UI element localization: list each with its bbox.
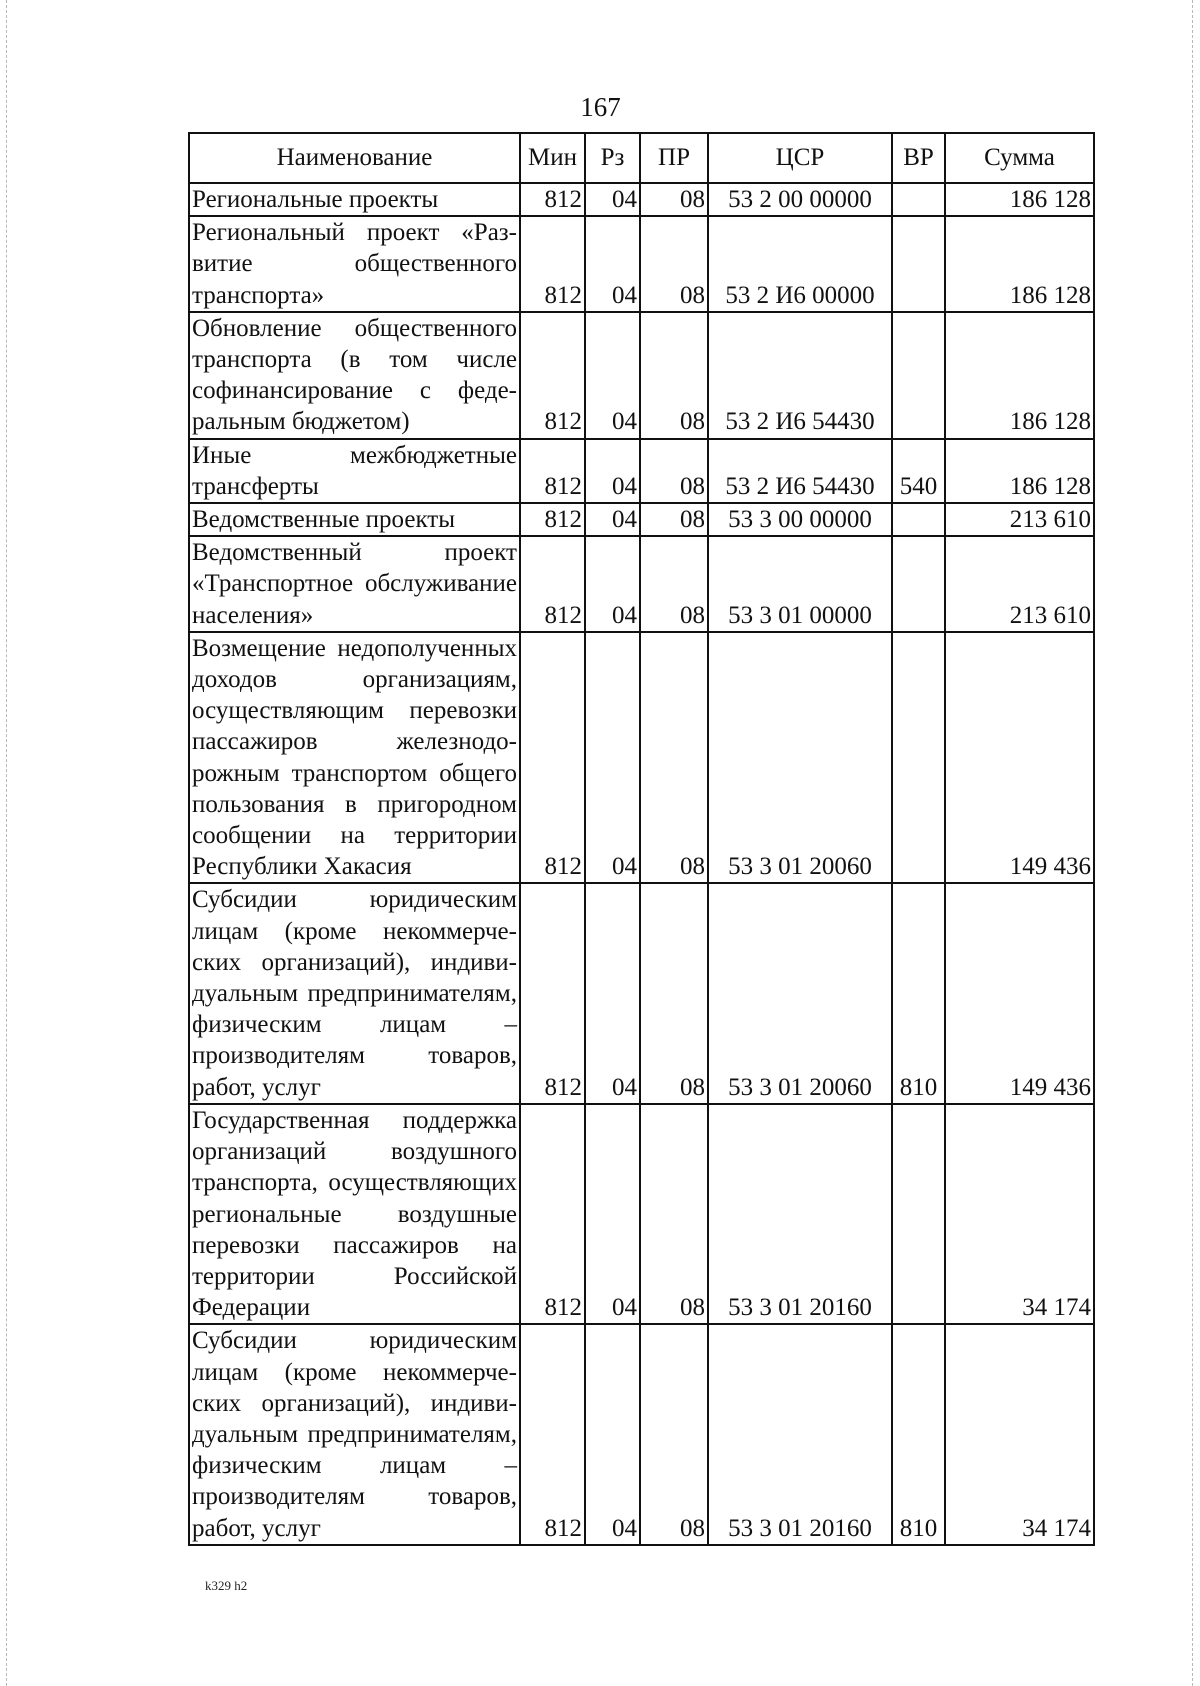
- row-sum: 186 128: [945, 216, 1094, 312]
- row-vr: [892, 183, 945, 216]
- page-number: 167: [580, 92, 621, 122]
- row-sum: 213 610: [945, 503, 1094, 536]
- row-pr: 08: [640, 632, 708, 884]
- row-name: Иные межбюджетные трансферты: [189, 439, 520, 503]
- row-rz: 04: [585, 312, 640, 439]
- header-sum: Сумма: [945, 133, 1094, 183]
- row-rz: 04: [585, 439, 640, 503]
- header-row: [189, 133, 1094, 183]
- row-min: 812: [520, 503, 585, 536]
- row-name: Субсидии юридическим лицам (кроме некоммерческих организаций), индивидуальным предпринимателям, физическим лицам – производителям товаров, работ, услуг: [189, 883, 520, 1103]
- table-row: [189, 1324, 1094, 1544]
- row-pr: 08: [640, 883, 708, 1103]
- row-sum: 34 174: [945, 1324, 1094, 1544]
- row-name: Региональный проект «Развитие общественного транспорта»: [189, 216, 520, 312]
- row-name: Ведомственный проект «Транспортное обслуживание населения»: [189, 536, 520, 632]
- row-csr: 53 2 И6 54430: [708, 439, 892, 503]
- row-pr: 08: [640, 1104, 708, 1324]
- row-name: Обновление общественного транспорта (в том числе софинансирование с федеральным бюджетом): [189, 312, 520, 439]
- row-csr: 53 3 01 20160: [708, 1324, 892, 1544]
- row-min: 812: [520, 183, 585, 216]
- row-csr: 53 3 00 00000: [708, 503, 892, 536]
- row-csr: 53 3 01 20160: [708, 1104, 892, 1324]
- table-row: [189, 503, 1094, 536]
- row-csr: 53 2 00 00000: [708, 183, 892, 216]
- row-min: 812: [520, 1324, 585, 1544]
- row-pr: 08: [640, 439, 708, 503]
- header-vr: ВР: [892, 133, 945, 183]
- row-pr: 08: [640, 183, 708, 216]
- row-csr: 53 3 01 20060: [708, 883, 892, 1103]
- table-row: [189, 183, 1094, 216]
- row-vr: [892, 503, 945, 536]
- row-min: 812: [520, 1104, 585, 1324]
- row-pr: 08: [640, 312, 708, 439]
- row-sum: 149 436: [945, 632, 1094, 884]
- budget-table: [188, 132, 1095, 1546]
- row-pr: 08: [640, 503, 708, 536]
- row-min: 812: [520, 216, 585, 312]
- table-row: [189, 883, 1094, 1103]
- scan-edge-right: [1192, 0, 1193, 1686]
- row-vr: [892, 632, 945, 884]
- row-rz: 04: [585, 1104, 640, 1324]
- row-sum: 213 610: [945, 536, 1094, 632]
- header-min: Мин: [520, 133, 585, 183]
- row-vr: [892, 536, 945, 632]
- row-csr: 53 2 И6 00000: [708, 216, 892, 312]
- row-vr: 810: [892, 1324, 945, 1544]
- row-min: 812: [520, 439, 585, 503]
- row-rz: 04: [585, 536, 640, 632]
- row-vr: [892, 216, 945, 312]
- row-vr: [892, 312, 945, 439]
- header-rz: Рз: [585, 133, 640, 183]
- table-row: [189, 216, 1094, 312]
- row-name: Субсидии юридическим лицам (кроме некоммерческих организаций), индивидуальным предпринимателям, физическим лицам – производителям товаров, работ, услуг: [189, 1324, 520, 1544]
- row-min: 812: [520, 632, 585, 884]
- table-row: [189, 1104, 1094, 1324]
- row-csr: 53 3 01 00000: [708, 536, 892, 632]
- header-csr: ЦСР: [708, 133, 892, 183]
- header-pr: ПР: [640, 133, 708, 183]
- table-row: [189, 439, 1094, 503]
- row-min: 812: [520, 312, 585, 439]
- row-sum: 186 128: [945, 183, 1094, 216]
- row-rz: 04: [585, 503, 640, 536]
- row-pr: 08: [640, 1324, 708, 1544]
- footer-document-code: k329 h2: [205, 1578, 248, 1593]
- row-min: 812: [520, 536, 585, 632]
- row-rz: 04: [585, 1324, 640, 1544]
- row-vr: 810: [892, 883, 945, 1103]
- row-sum: 186 128: [945, 439, 1094, 503]
- table-row: [189, 632, 1094, 884]
- row-sum: 149 436: [945, 883, 1094, 1103]
- row-name: Региональные проекты: [189, 183, 520, 216]
- row-csr: 53 2 И6 54430: [708, 312, 892, 439]
- table-row: [189, 312, 1094, 439]
- row-pr: 08: [640, 536, 708, 632]
- row-rz: 04: [585, 216, 640, 312]
- row-name: Возмещение недополученных доходов организациям, осуществляющим перевозки пассажиров железнодорожным транспортом общего пользования в пригородном сообщении на территории Республики Хакасия: [189, 632, 520, 884]
- row-rz: 04: [585, 632, 640, 884]
- row-vr: 540: [892, 439, 945, 503]
- row-vr: [892, 1104, 945, 1324]
- scan-edge-left: [6, 0, 7, 1686]
- row-sum: 186 128: [945, 312, 1094, 439]
- row-rz: 04: [585, 183, 640, 216]
- table-row: [189, 536, 1094, 632]
- row-min: 812: [520, 883, 585, 1103]
- row-rz: 04: [585, 883, 640, 1103]
- header-name: Наименование: [189, 133, 520, 183]
- row-name: Ведомственные проекты: [189, 503, 520, 536]
- row-pr: 08: [640, 216, 708, 312]
- row-sum: 34 174: [945, 1104, 1094, 1324]
- row-csr: 53 3 01 20060: [708, 632, 892, 884]
- row-name: Государственная поддержка организаций воздушного транспорта, осуществляющих региональные воздушные перевозки пассажиров на территории Российской Федерации: [189, 1104, 520, 1324]
